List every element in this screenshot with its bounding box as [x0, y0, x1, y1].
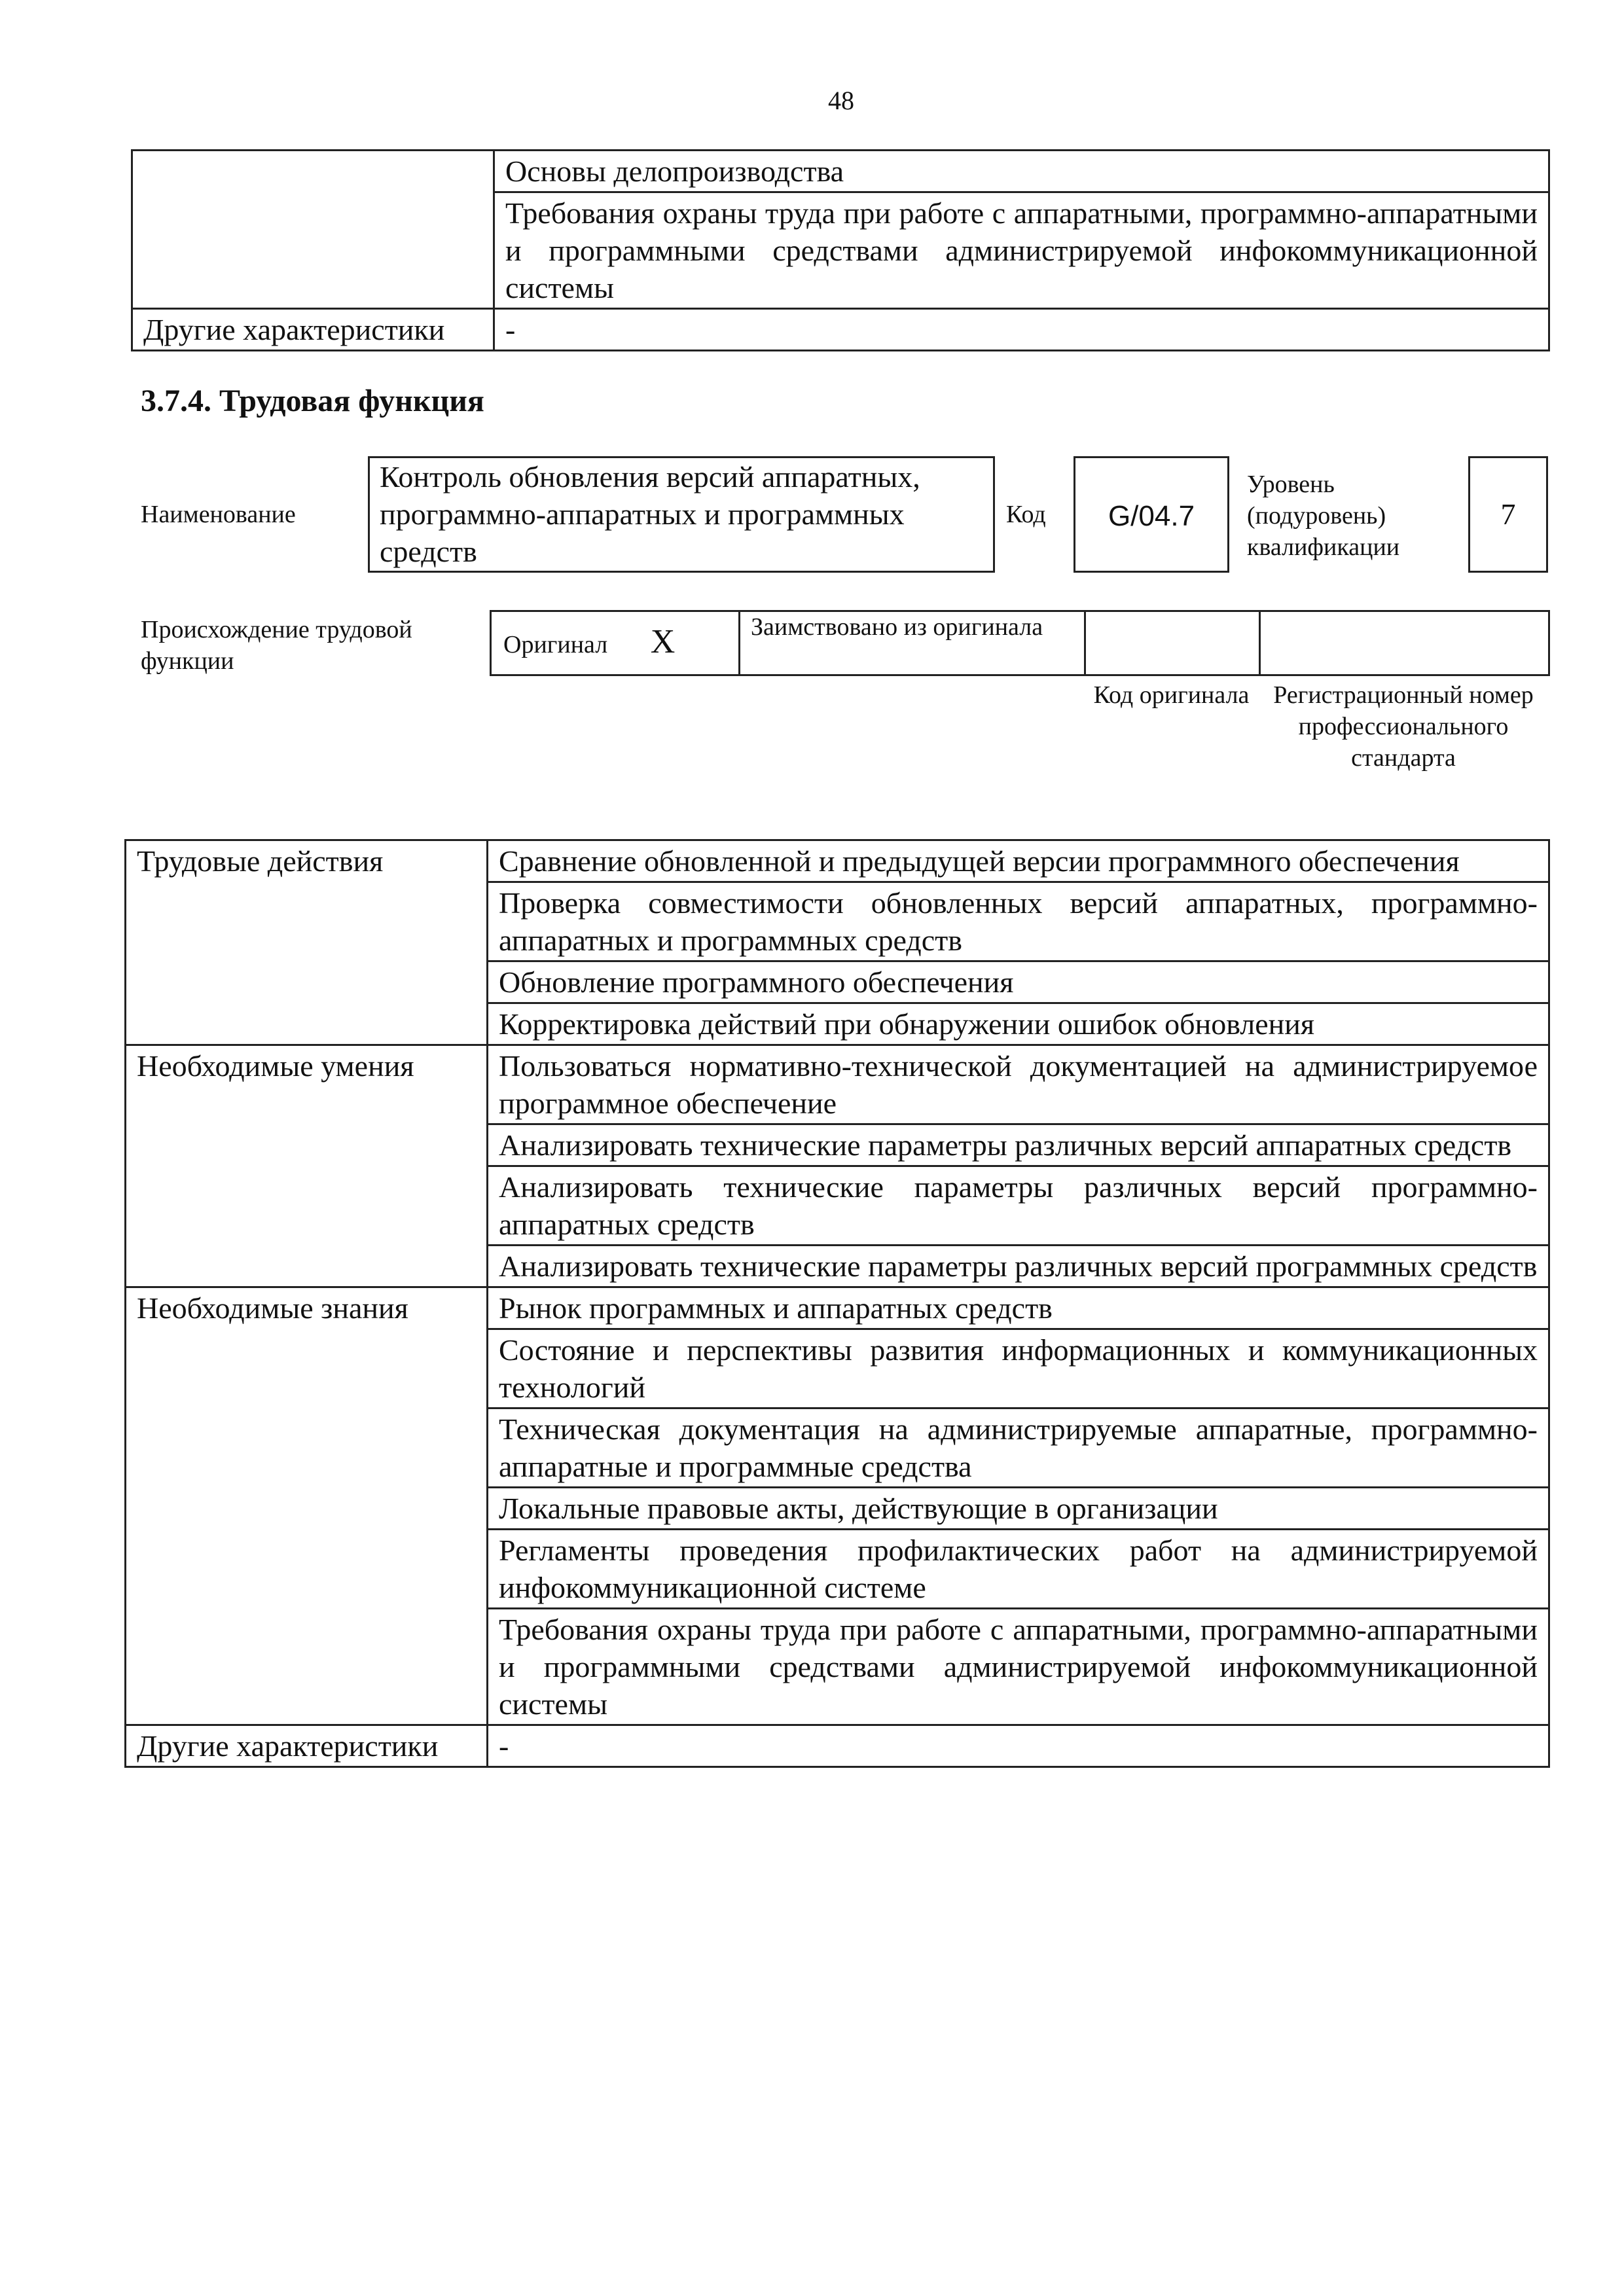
- table-row: Обновление программного обеспечения: [488, 961, 1549, 1003]
- table-row: Локальные правовые акты, действующие в организации: [488, 1488, 1549, 1530]
- table-row: Регламенты проведения профилактических работ на администрируемой инфокоммуникационной системе: [488, 1530, 1549, 1609]
- table-row: Анализировать технические параметры различных версий программно-аппаратных средств: [488, 1166, 1549, 1246]
- top-table: [131, 149, 1550, 351]
- labor-actions-label: Трудовые действия: [126, 840, 488, 1045]
- table-row: Проверка совместимости обновленных версий аппаратных, программно-аппаратных и программных средств: [488, 882, 1549, 961]
- origin-label: Происхождение трудовой функции: [141, 616, 412, 675]
- function-code: G/04.7: [1108, 500, 1195, 532]
- table-row: Корректировка действий при обнаружении ошибок обновления: [488, 1003, 1549, 1045]
- table-row: Сравнение обновленной и предыдущей версии программного обеспечения: [488, 840, 1549, 882]
- table-row: Анализировать технические параметры различных версий программных средств: [488, 1246, 1549, 1287]
- table-row: Анализировать технические параметры различных версий аппаратных средств: [488, 1124, 1549, 1166]
- function-name: Контроль обновления версий аппаратных, программно-аппаратных и программных средств: [380, 460, 920, 568]
- code-caption: Код оригинала: [1093, 681, 1250, 709]
- table-row: Рынок программных и аппаратных средств: [488, 1287, 1549, 1329]
- original-label: Оригинал: [503, 630, 608, 658]
- level-label: Уровень (подуровень) квалификации: [1247, 471, 1400, 561]
- table-row: Основы делопроизводства: [494, 151, 1549, 192]
- borrowed-label: Заимствовано из оригинала: [740, 611, 1085, 675]
- table-row: Требования охраны труда при работе с аппаратными, программно-аппаратными и программными средствами администрируемой инфокоммуникационной системы: [488, 1609, 1549, 1725]
- origin-table: [490, 610, 1550, 676]
- other-characteristics-value: -: [488, 1725, 1549, 1767]
- page-number: 48: [828, 86, 854, 115]
- origin-original-cell: [491, 611, 740, 675]
- table-row: Состояние и перспективы развития информационных и коммуникационных технологий: [488, 1329, 1549, 1408]
- main-table: [124, 839, 1550, 1768]
- registration-number-cell: [1260, 611, 1549, 675]
- qualification-level: 7: [1500, 497, 1516, 531]
- table-row: Пользоваться нормативно-технической документацией на администрируемое программное обеспечение: [488, 1045, 1549, 1124]
- section-title: 3.7.4. Трудовая функция: [141, 384, 484, 418]
- original-mark: X: [650, 622, 676, 660]
- original-code-cell: [1085, 611, 1260, 675]
- name-label: Наименование: [141, 501, 296, 528]
- top-table-empty-cell: [132, 151, 494, 309]
- table-row: Требования охраны труда при работе с аппаратными, программно-аппаратными и программными средствами администрируемой инфокоммуникационной системы: [494, 192, 1549, 309]
- other-characteristics-label: Другие характеристики: [126, 1725, 488, 1767]
- other-characteristics-label: Другие характеристики: [132, 309, 494, 351]
- code-label: Код: [1006, 501, 1046, 528]
- table-row: Техническая документация на администрируемые аппаратные, программно-аппаратные и программные средства: [488, 1408, 1549, 1488]
- other-characteristics-value: -: [494, 309, 1549, 351]
- skills-label: Необходимые умения: [126, 1045, 488, 1287]
- knowledge-label: Необходимые знания: [126, 1287, 488, 1725]
- registration-caption: Регистрационный номер профессионального стандарта: [1273, 681, 1534, 772]
